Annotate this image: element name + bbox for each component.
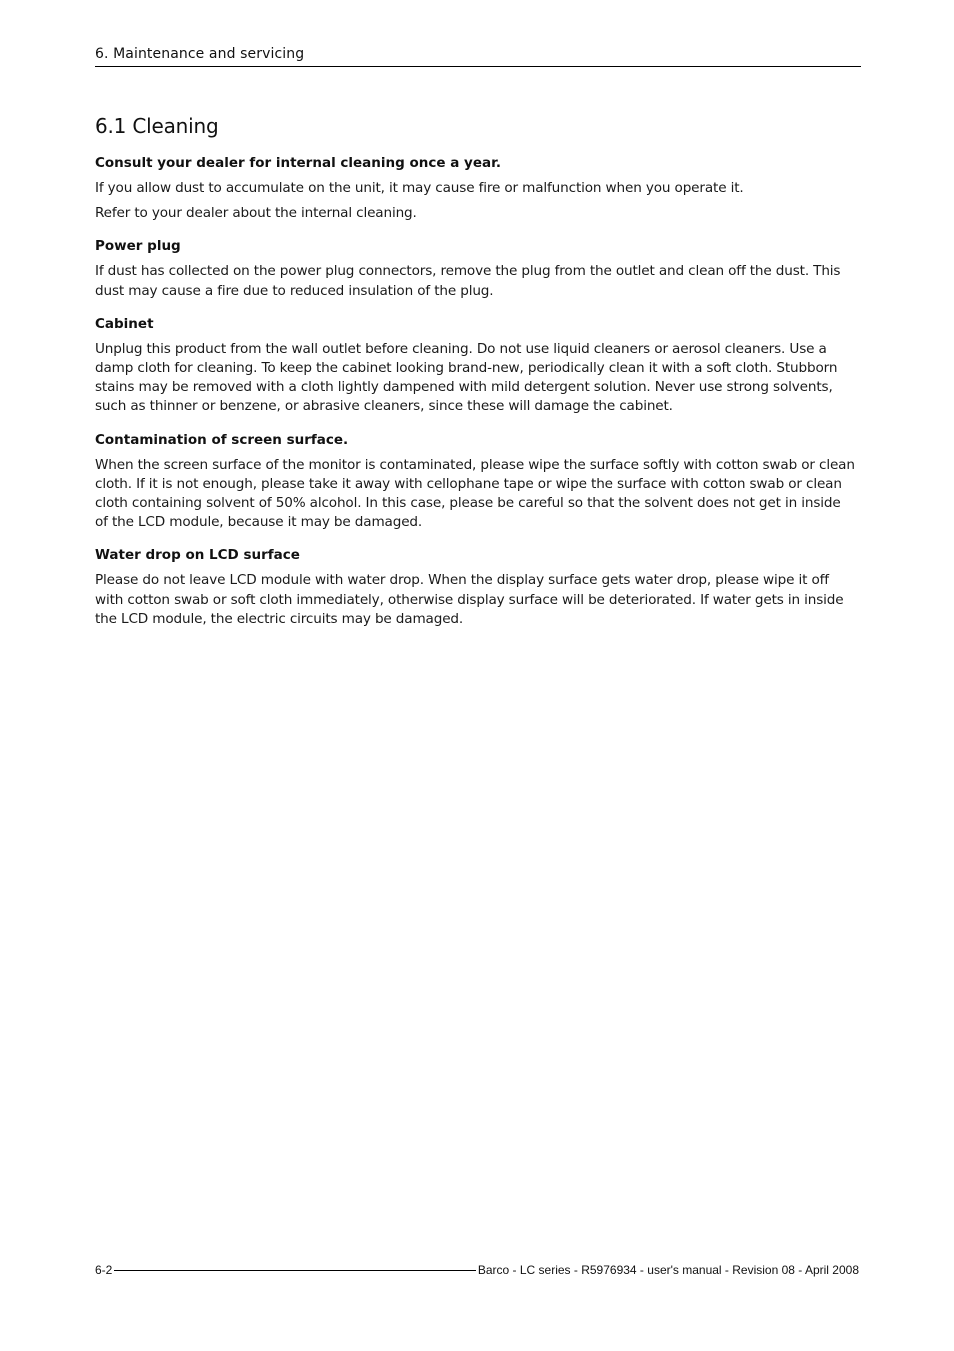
power-plug-text: If dust has collected on the power plug connectors, remove the plug from the outlet and clean off the dust. This dust may cause a fire due to reduced insulation of the plug. — [95, 263, 841, 299]
main-content — [95, 112, 857, 643]
intro-heading: Consult your dealer for internal cleaning once a year. — [95, 155, 501, 171]
intro-paragraph: If you allow dust to accumulate on the unit, it may cause fire or malfunction when you operate it. — [95, 180, 744, 196]
screen-text: When the screen surface of the monitor is contaminated, please wipe the surface softly with cotton swab or clean cloth. If it is not enough, please take it away with cellophane tape or wipe the surface with cotton swab or clean cloth containing solvent of 50% alcohol. In this case, please be careful so that the solvent does not get in inside of the LCD module, because it may be damaged. — [95, 456, 855, 531]
page-footer — [95, 1260, 859, 1280]
screen-block — [95, 431, 857, 533]
screen-heading: Contamination of screen surface. — [95, 431, 349, 448]
intro-block — [95, 154, 857, 223]
water-drop-text: Please do not leave LCD module with water drop. When the display surface gets water drop, please wipe it off with cotton swab or soft cloth immediately, otherwise display surface will be deteriorated. If water gets in inside the LCD module, the electric circuits may be damaged. — [95, 572, 844, 627]
intro-paragraph: Refer to your dealer about the internal cleaning. — [95, 205, 417, 222]
water-drop-heading: Water drop on LCD surface — [95, 547, 300, 564]
cabinet-block — [95, 315, 857, 417]
cabinet-heading: Cabinet — [95, 315, 154, 332]
page-number: 6-2 — [95, 1263, 113, 1277]
section-title: 6.1 Cleaning — [95, 114, 219, 138]
page-header — [95, 44, 861, 67]
power-plug-block — [95, 237, 857, 300]
footer-rule — [114, 1270, 476, 1271]
power-plug-heading: Power plug — [95, 238, 181, 255]
cabinet-text: Unplug this product from the wall outlet before cleaning. Do not use liquid cleaners or aerosol cleaners. Use a damp cloth for cleaning. To keep the cabinet looking brand-new, periodically clean it with a soft cloth. Stubborn stains may be removed with a cloth lightly dampened with mild detergent solution. Never use strong solvents, such as thinner or benzene, or abrasive cleaners, since these will damage the cabinet. — [95, 340, 838, 415]
running-title: 6. Maintenance and servicing — [95, 46, 305, 62]
footer-document-info: Barco - LC series - R5976934 - user's manual - Revision 08 - April 2008 — [477, 1263, 859, 1277]
water-drop-block — [95, 546, 857, 629]
